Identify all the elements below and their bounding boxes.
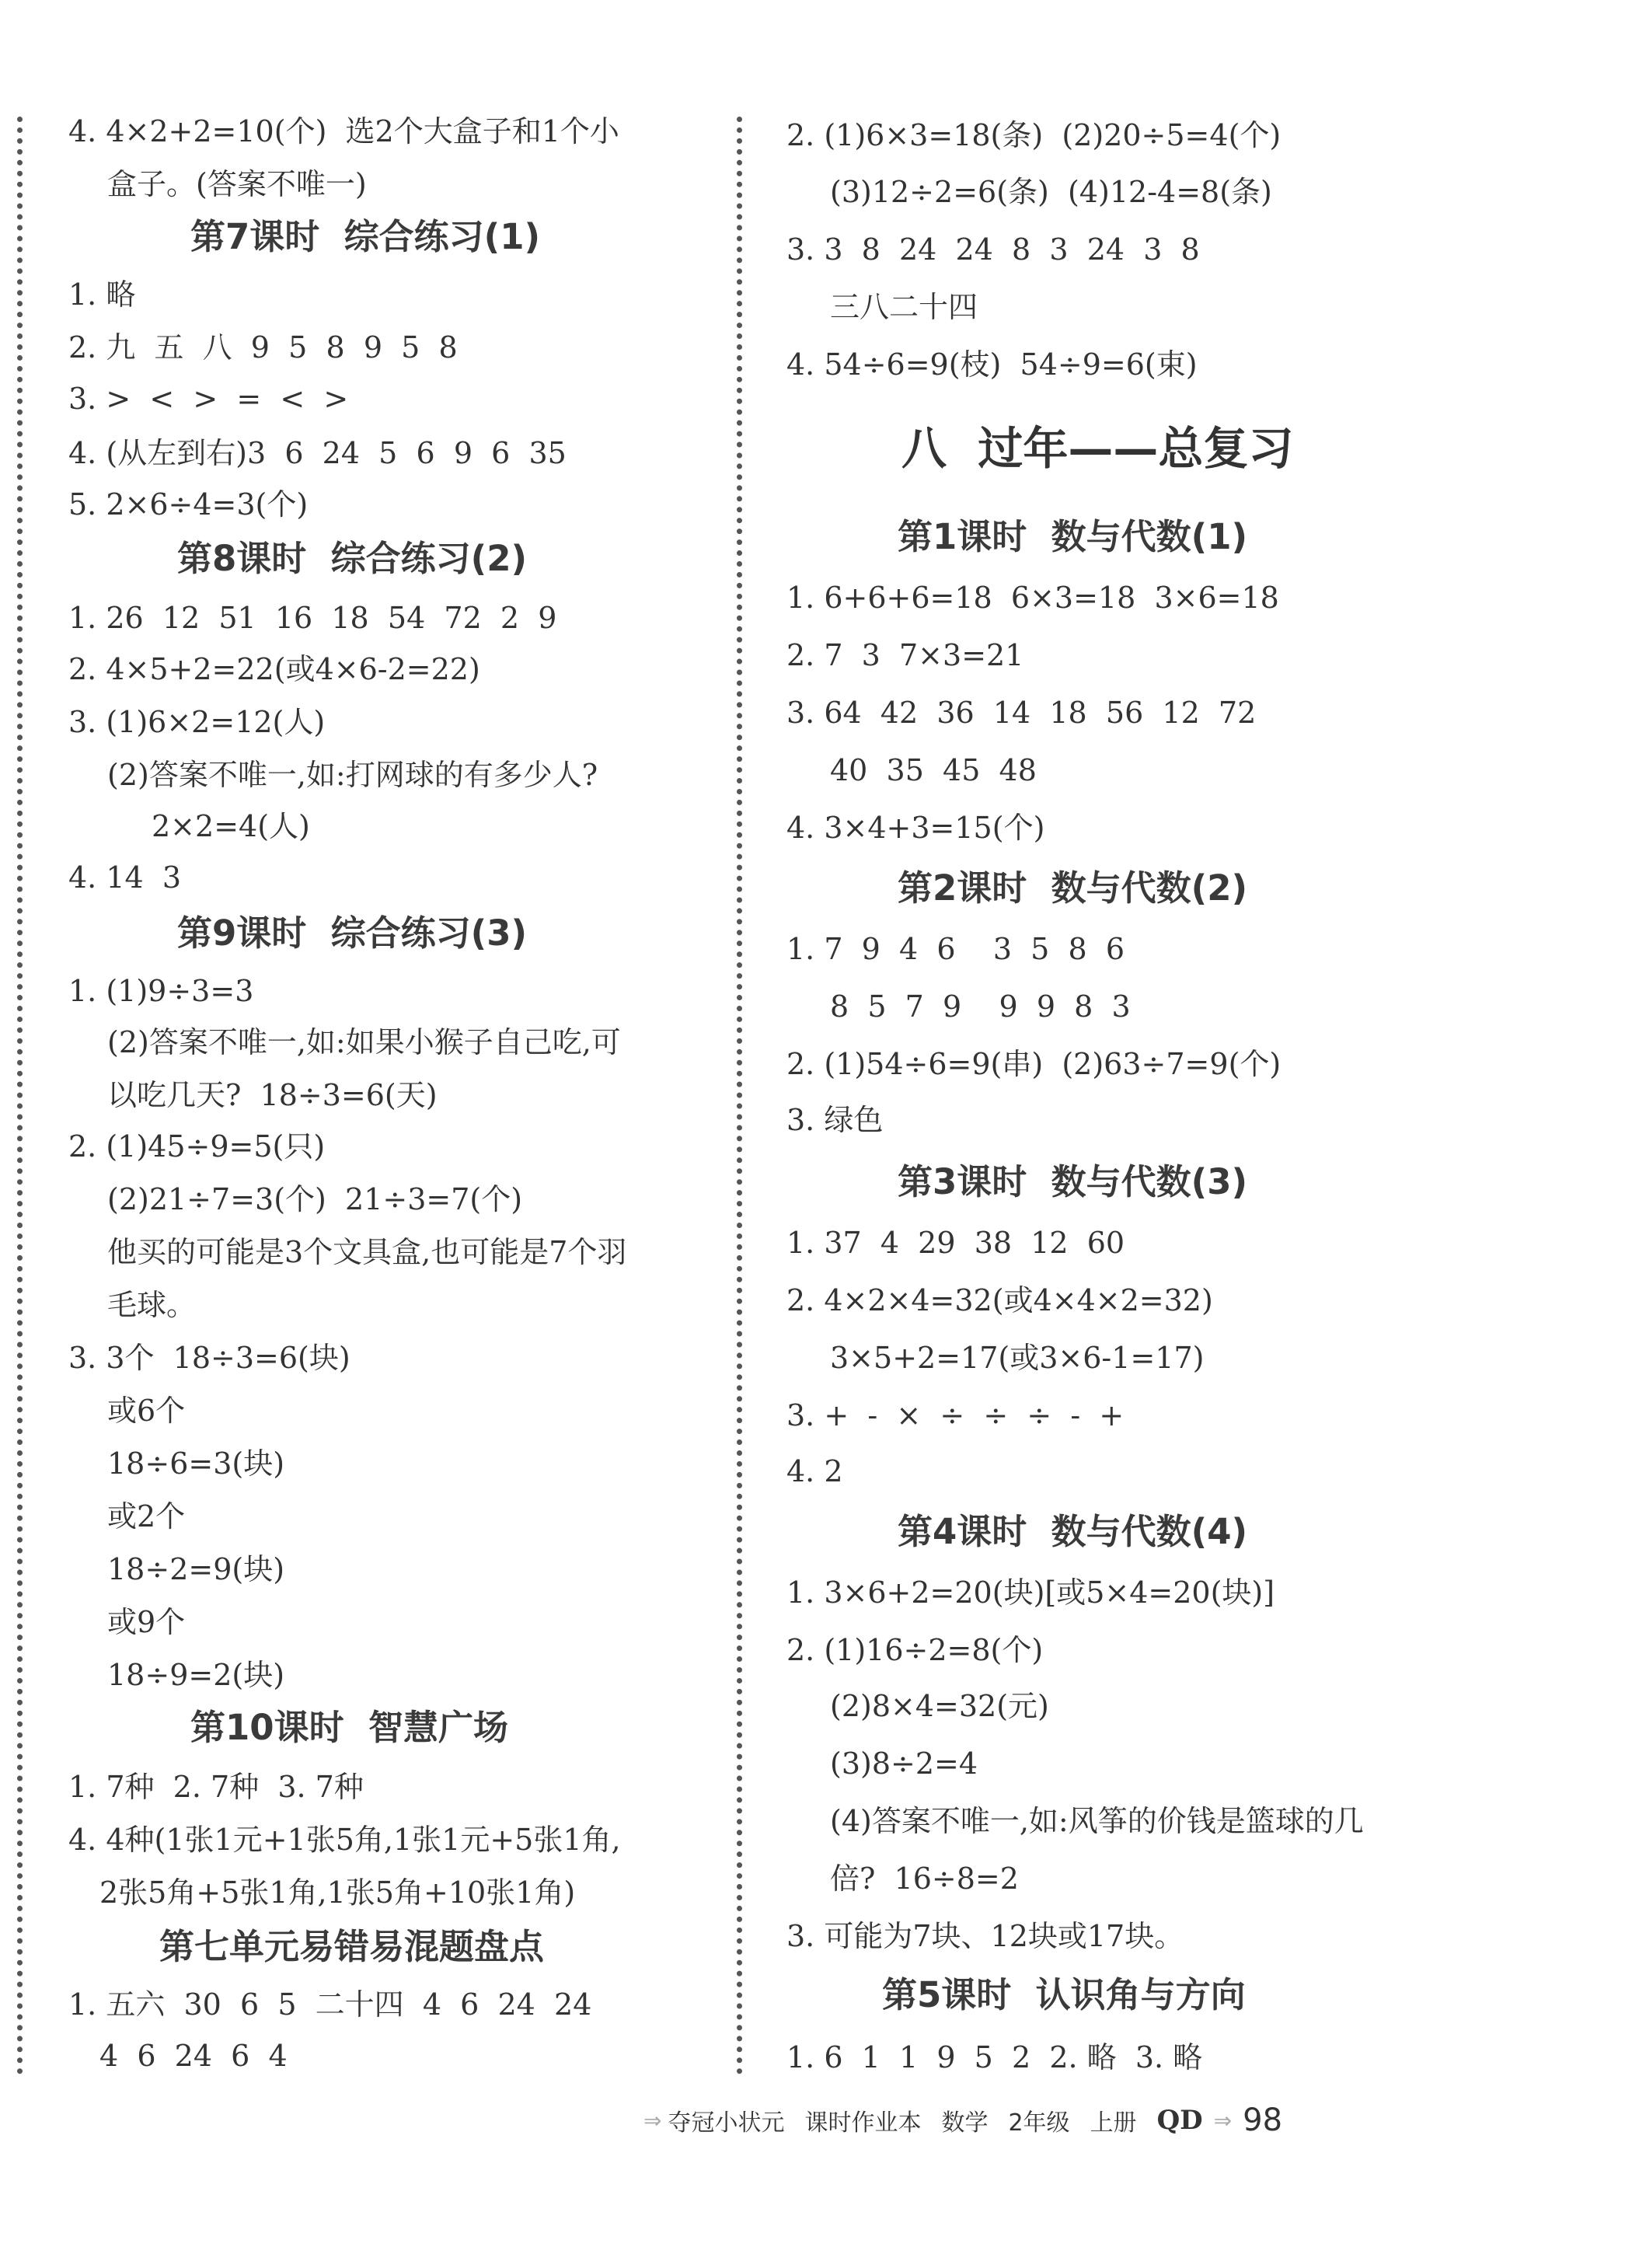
footer-volume: 上册 bbox=[1090, 2109, 1137, 2137]
answer-line: 2. 4×5+2=22(或4×6-2=22) bbox=[68, 652, 480, 686]
answer-line: 1. 6+6+6=18 6×3=18 3×6=18 bbox=[786, 581, 1279, 615]
page-footer bbox=[637, 2102, 1282, 2138]
answer-line: 4. 4种(1张1元+1张5角,1张1元+5张1角, bbox=[68, 1823, 621, 1857]
answer-line: 1. 7 9 4 6 3 5 8 6 bbox=[786, 932, 1125, 966]
answer-line: 1. 略 bbox=[68, 277, 136, 312]
answer-line: 2. (1)54÷6=9(串) (2)63÷7=9(个) bbox=[786, 1047, 1282, 1081]
answer-line: (3)12÷2=6(条) (4)12-4=8(条) bbox=[830, 175, 1272, 209]
answer-line: 三八二十四 bbox=[830, 290, 978, 324]
answer-line: (2)答案不唯一,如:如果小猴子自己吃,可 bbox=[107, 1025, 621, 1059]
footer-brand: 夺冠小状元 bbox=[668, 2109, 785, 2137]
answer-line: 3. > < > = < > bbox=[68, 382, 349, 416]
answer-line: 1. 3×6+2=20(块)[或5×4=20(块)] bbox=[786, 1575, 1275, 1610]
answer-line: 1. 37 4 29 38 12 60 bbox=[786, 1226, 1125, 1260]
center-binding-dots bbox=[737, 117, 742, 2075]
section-heading: 第9课时 综合练习(3) bbox=[177, 912, 528, 954]
answer-line: 1. (1)9÷3=3 bbox=[68, 974, 254, 1008]
answer-line: (3)8÷2=4 bbox=[830, 1746, 978, 1781]
answer-line: 5. 2×6÷4=3(个) bbox=[68, 487, 309, 522]
answer-line: 2×2=4(人) bbox=[152, 809, 310, 843]
answer-line: (2)8×4=32(元) bbox=[830, 1689, 1049, 1723]
answer-line: (2)21÷7=3(个) 21÷3=7(个) bbox=[107, 1182, 523, 1216]
answer-line: 4. (从左到右)3 6 24 5 6 9 6 35 bbox=[68, 436, 567, 470]
section-heading: 第5课时 认识角与方向 bbox=[882, 1974, 1246, 2015]
footer-series: 课时作业本 bbox=[804, 2109, 922, 2137]
answer-line: 他买的可能是3个文具盒,也可能是7个羽 bbox=[107, 1235, 627, 1269]
unit-title: 八 过年——总复习 bbox=[901, 422, 1294, 475]
answer-line: 2. (1)45÷9=5(只) bbox=[68, 1129, 326, 1164]
answer-line: 4. 54÷6=9(枝) 54÷9=6(束) bbox=[786, 347, 1198, 382]
answer-line: 4. 2 bbox=[786, 1454, 843, 1488]
answer-line: 18÷9=2(块) bbox=[107, 1658, 285, 1692]
answer-line: 3. + - × ÷ ÷ ÷ - + bbox=[786, 1398, 1125, 1432]
answer-line: 4 6 24 6 4 bbox=[99, 2039, 288, 2073]
section-heading: 第2课时 数与代数(2) bbox=[898, 867, 1248, 909]
answer-line: 2张5角+5张1角,1张5角+10张1角) bbox=[99, 1875, 576, 1910]
answer-line: 18÷6=3(块) bbox=[107, 1446, 285, 1481]
section-heading: 第3课时 数与代数(3) bbox=[898, 1161, 1248, 1202]
answer-line: 3×5+2=17(或3×6-1=17) bbox=[830, 1341, 1205, 1375]
answer-line: 3. 绿色 bbox=[786, 1103, 884, 1137]
footer-edition: QD bbox=[1156, 2105, 1203, 2136]
answer-line: 2. (1)6×3=18(条) (2)20÷5=4(个) bbox=[786, 118, 1282, 152]
answer-line: 4. 3×4+3=15(个) bbox=[786, 811, 1045, 845]
section-heading: 第1课时 数与代数(1) bbox=[898, 516, 1248, 557]
answer-line: 1. 7种 2. 7种 3. 7种 bbox=[68, 1770, 364, 1804]
answer-line: 2. (1)16÷2=8(个) bbox=[786, 1633, 1044, 1667]
arrow-right-icon: ⇒ bbox=[643, 2107, 662, 2134]
answer-line: 2. 4×2×4=32(或4×4×2=32) bbox=[786, 1283, 1213, 1317]
answer-line: 盒子。(答案不唯一) bbox=[107, 167, 367, 201]
section-heading: 第7课时 综合练习(1) bbox=[190, 216, 541, 257]
answer-line: 1. 26 12 51 16 18 54 72 2 9 bbox=[68, 601, 557, 635]
answer-line: 或2个 bbox=[107, 1499, 186, 1534]
answer-line: (2)答案不唯一,如:打网球的有多少人? bbox=[107, 758, 598, 792]
answer-line: 1. 五六 30 6 5 二十四 4 6 24 24 bbox=[68, 1987, 592, 2022]
section-heading: 第10课时 智慧广场 bbox=[190, 1707, 508, 1748]
footer-subject: 数学 bbox=[941, 2109, 989, 2137]
answer-line: 毛球。 bbox=[107, 1288, 197, 1322]
answer-line: 4. 4×2+2=10(个) 选2个大盒子和1个小 bbox=[68, 114, 619, 148]
page-number: 98 bbox=[1243, 2102, 1283, 2138]
answer-line: 40 35 45 48 bbox=[830, 753, 1037, 787]
answer-line: 倍? 16÷8=2 bbox=[830, 1862, 1019, 1896]
answer-line: 3. 3 8 24 24 8 3 24 3 8 bbox=[786, 232, 1200, 267]
answer-line: 3. (1)6×2=12(人) bbox=[68, 705, 326, 739]
section-heading: 第七单元易错易混题盘点 bbox=[159, 1926, 545, 1967]
answer-line: 2. 九 五 八 9 5 8 9 5 8 bbox=[68, 330, 458, 365]
section-heading: 第8课时 综合练习(2) bbox=[177, 538, 528, 579]
answer-line: 2. 7 3 7×3=21 bbox=[786, 638, 1024, 672]
answer-line: 以吃几天? 18÷3=6(天) bbox=[107, 1078, 438, 1112]
answer-line: 18÷2=9(块) bbox=[107, 1552, 285, 1586]
answer-line: 1. 6 1 1 9 5 2 2. 略 3. 略 bbox=[786, 2040, 1203, 2074]
answer-line: 8 5 7 9 9 9 8 3 bbox=[830, 989, 1131, 1024]
answer-line: 3. 3个 18÷3=6(块) bbox=[68, 1341, 350, 1375]
answer-line: 4. 14 3 bbox=[68, 860, 182, 895]
answer-line: 3. 64 42 36 14 18 56 12 72 bbox=[786, 696, 1257, 730]
left-binding-dots bbox=[17, 117, 23, 2075]
answer-line: 3. 可能为7块、12块或17块。 bbox=[786, 1919, 1184, 1953]
answer-line: (4)答案不唯一,如:风筝的价钱是篮球的几 bbox=[830, 1804, 1364, 1838]
answer-line: 或6个 bbox=[107, 1394, 186, 1428]
arrow-right-icon: ⇒ bbox=[1213, 2107, 1233, 2134]
footer-grade: 2年级 bbox=[1008, 2109, 1070, 2137]
answer-line: 或9个 bbox=[107, 1605, 186, 1639]
section-heading: 第4课时 数与代数(4) bbox=[898, 1511, 1248, 1552]
